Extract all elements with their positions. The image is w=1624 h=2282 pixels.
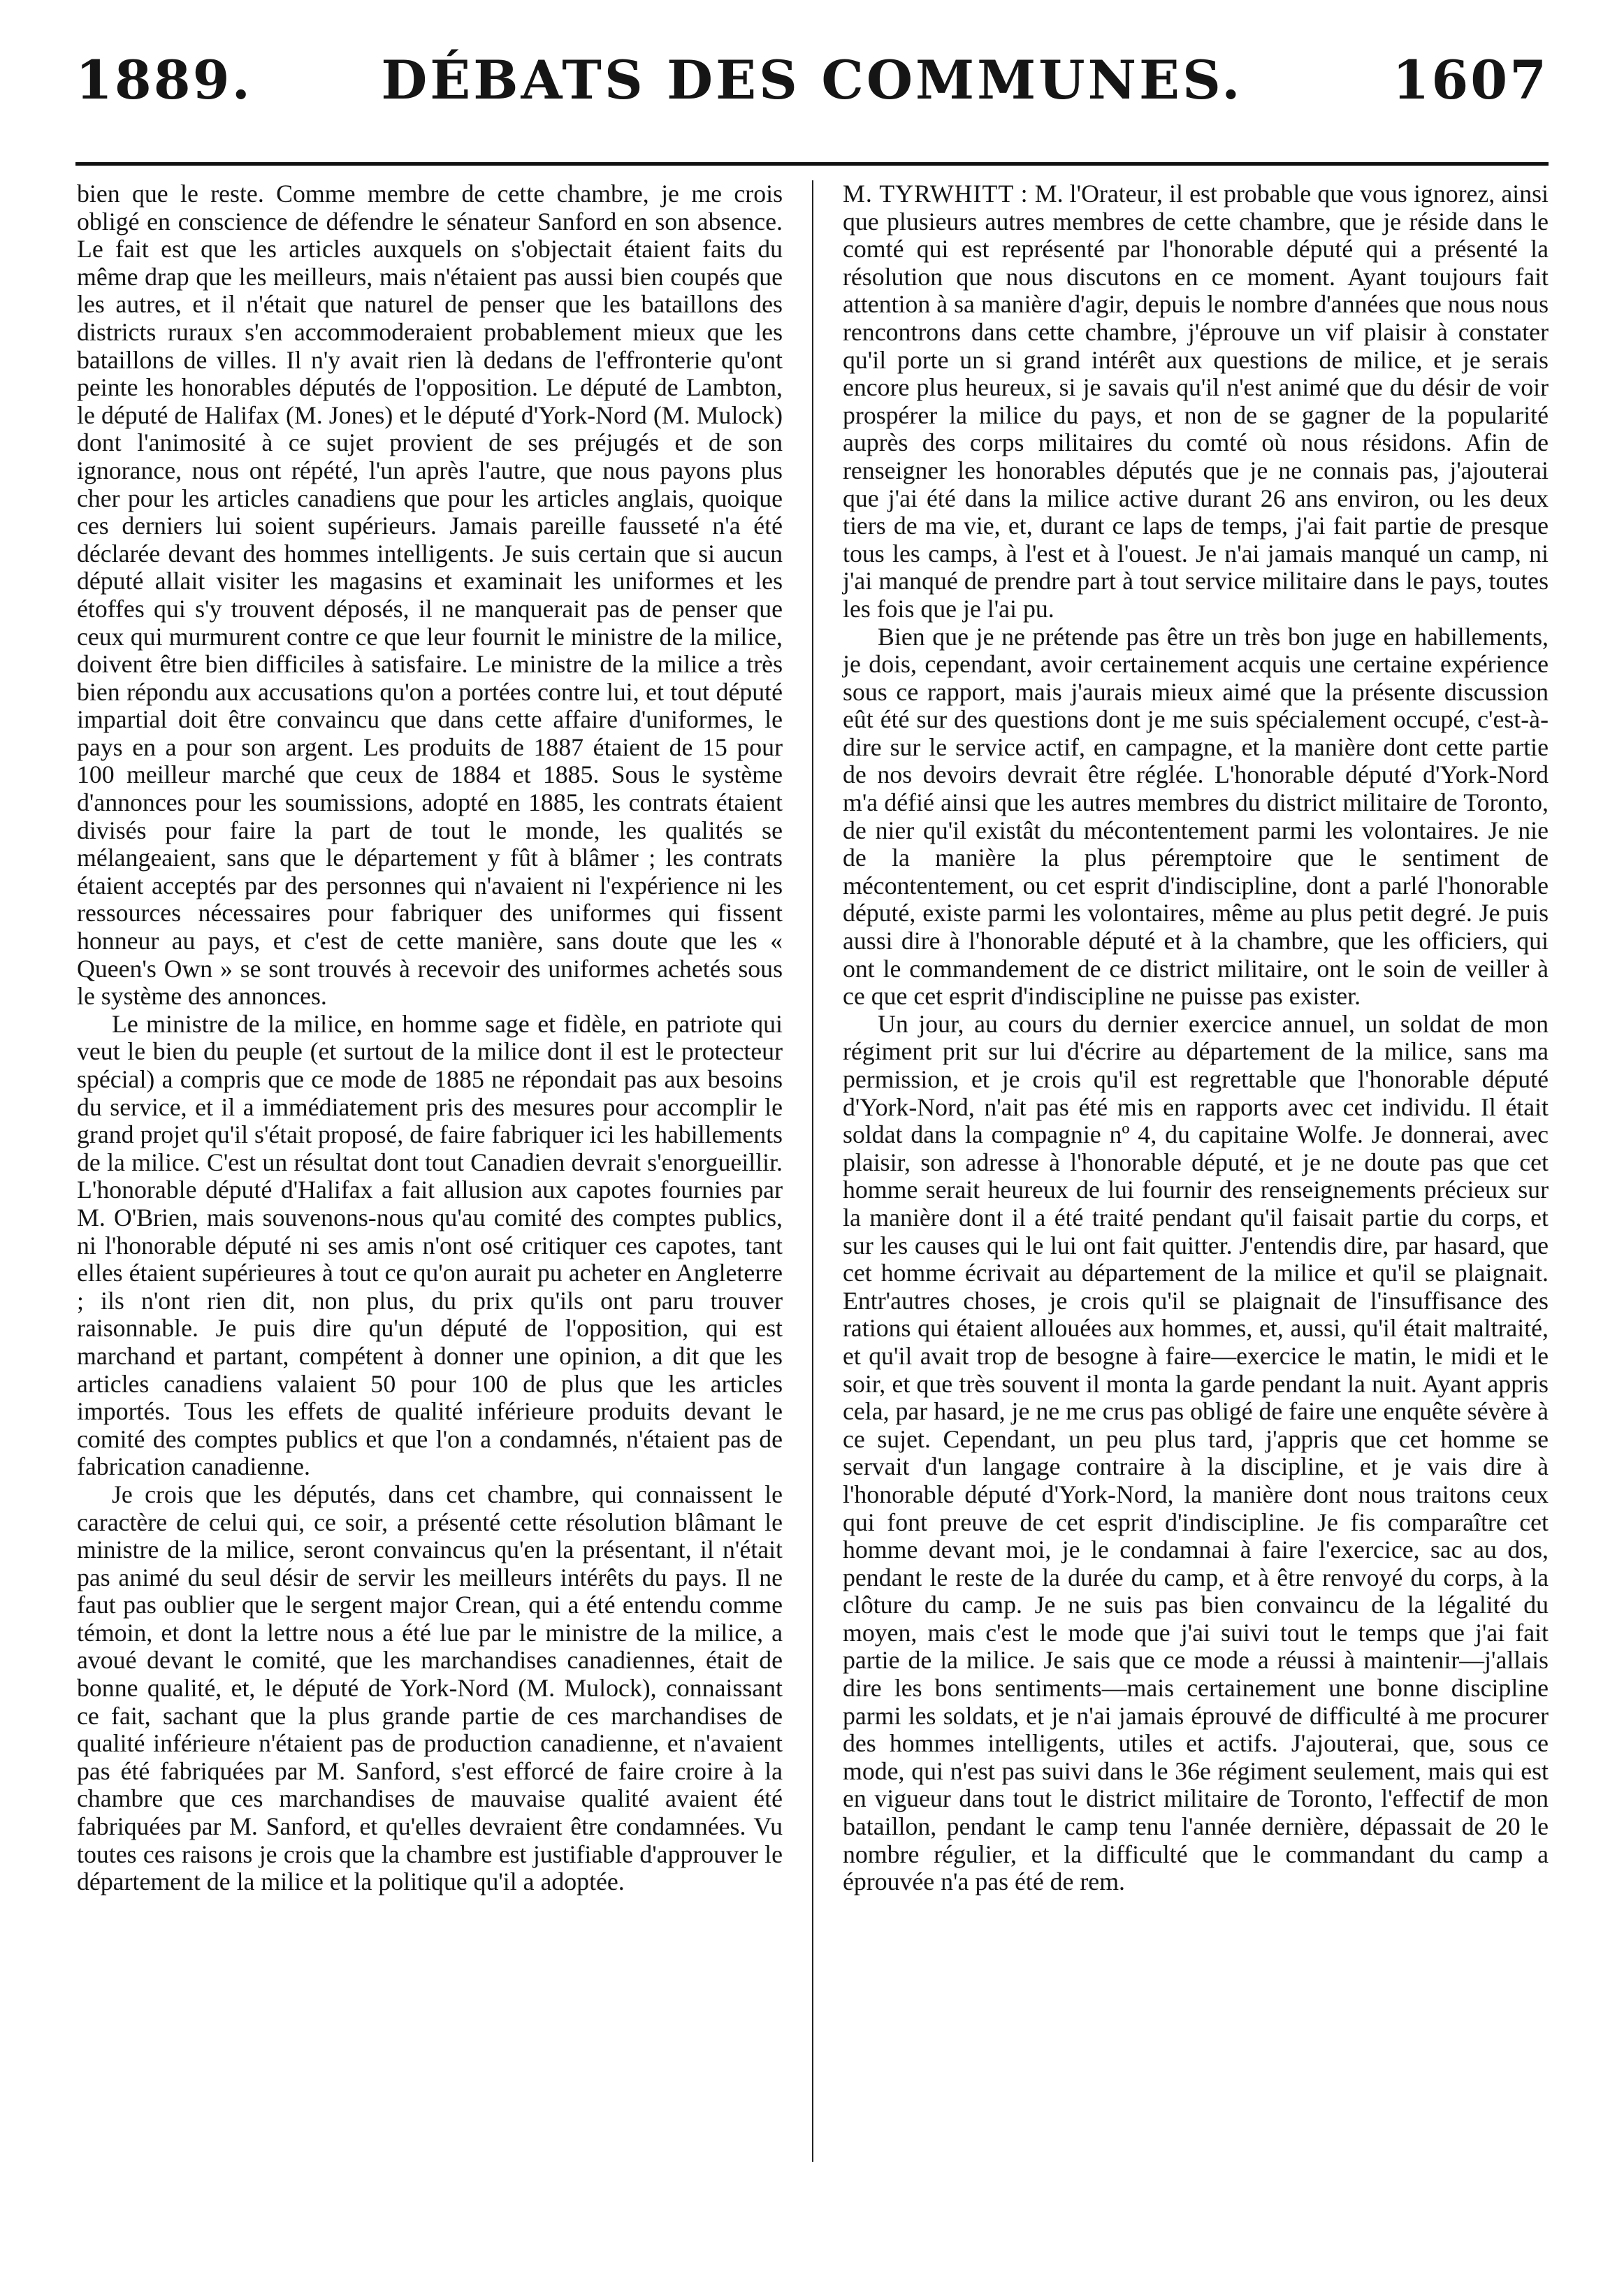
header-title: DÉBATS DES COMMUNES.	[381, 49, 1243, 111]
page-number: 1607	[1392, 49, 1549, 111]
right-paragraph-2: Bien que je ne prétende pas être un très bon juge en habillements, je dois, cependant, avoir certainement acquis une certaine expérience sous ce rapport, mais j'aurais mieux aimé que la présente discussion eût été sur des questions dont je me suis spécialement occupé, c'est-à-dire sur le service actif, en campagne, et la manière dont cette partie de nos devoirs devrait être réglée. L'honorable député d'York-Nord m'a défié ainsi que les autres membres du district militaire de Toronto, de nier qu'il existât du mécontentement parmi les volontaires. Je nie de la manière la plus péremptoire que le sentiment de mécontentement, ou cet esprit d'indiscipline, dont a parlé l'honorable député, existe parmi les volontaires, même au plus petit degré. Je puis aussi dire à l'honorable député et à la chambre, que les officiers, qui ont le commandement de ce district militaire, ont le soin de veiller à ce que cet esprit d'indiscipline ne puisse pas exister.	[843, 622, 1549, 1011]
header-year: 1889.	[75, 49, 252, 111]
left-paragraph-2: Le ministre de la milice, en homme sage et fidèle, en patriote qui veut le bien du peuple (et surtout de la milice dont il est le protecteur spécial) a compris que ce mode de 1885 ne répondait pas aux besoins du service, et il a immédiatement pris des mesures pour accomplir le grand projet qu'il s'était proposé, de faire fabriquer ici les habillements de la milice. C'est un résultat dont tout Canadien devrait s'enorgueillir. L'honorable député d'Halifax a fait allusion aux capotes fournies par M. O'Brien, mais souvenons-nous qu'au comité des comptes publics, ni l'honorable député ni ses amis n'ont osé critiquer ces capotes, tant elles étaient supérieures à tout ce qu'on aurait pu acheter en Angleterre ; ils n'ont rien dit, non plus, du prix qu'ils ont paru trouver raisonnable. Je puis dire qu'un député de l'opposition, qui est marchand et partant, compétent à donner une opinion, a dit que les articles canadiens valaient 50 pour 100 de plus que les articles importés. Tous les effets de qualité inférieure produits devant le comité des comptes publics et que l'on a condamnés, n'étaient pas de fabrication canadienne.	[77, 1009, 783, 1481]
left-paragraph-1: bien que le reste. Comme membre de cette chambre, je me crois obligé en conscience de défendre le sénateur Sanford en son absence. Le fait est que les articles auxquels on s'objectait étaient faits du même drap que les meilleurs, mais n'étaient pas aussi bien coupés que les autres, et il n'était que naturel de penser que les bataillons des districts ruraux s'en accommoderaient probablement mieux que les bataillons de villes. Il n'y avait rien là dedans de l'effronterie qu'ont peinte les honorables députés de l'opposition. Le député de Lambton, le député de Halifax (M. Jones) et le député d'York-Nord (M. Mulock) dont l'animosité à ce sujet provient de ses préjugés et de son ignorance, nous ont répété, l'un après l'autre, que nous payons plus cher pour les articles canadiens que pour les articles anglais, quoique ces derniers lui soient supérieurs. Jamais pareille fausseté n'a été déclarée devant des hommes intelligents. Je suis certain que si aucun député allait visiter les magasins et examinait les uniformes et les étoffes qui s'y trouvent déposés, il ne manquerait pas de penser que ceux qui murmurent contre ce que leur fournit le ministre de la milice, doivent être bien difficiles à satisfaire. Le ministre de la milice a très bien répondu aux accusations qu'on a portées contre lui, et tout député impartial doit être convaincu que dans cette affaire d'uniformes, le pays en a pour son argent. Les produits de 1887 étaient de 15 pour 100 meilleur marché que ceux de 1884 et 1885. Sous le système d'annonces pour les soumissions, adopté en 1885, les contrats étaient divisés pour faire la part de tout le monde, les qualités se mélangeaient, sans que le département y fût à blâmer ; les contrats étaient acceptés par des personnes qui n'avaient ni l'expérience ni les ressources nécessaires pour fabriquer des uniformes qui fissent honneur au pays, et c'est de cette manière, sans doute que les « Queen's Own » se sont trouvés à recevoir des uniformes achetés sous le système des annonces.	[77, 180, 783, 1011]
left-column	[77, 180, 783, 1896]
header-rule	[75, 162, 1549, 166]
page-header	[75, 42, 1549, 119]
column-divider	[812, 180, 813, 2162]
right-paragraph-3: Un jour, au cours du dernier exercice annuel, un soldat de mon régiment prit sur lui d'écrire au département de la milice, sans ma permission, et je crois qu'il est regrettable que l'honorable député d'York-Nord, n'ait pas été mis en rapports avec cet individu. Il était soldat dans la compagnie nº 4, du capitaine Wolfe. Je donnerai, avec plaisir, son adresse à l'honorable député, et je ne doute pas que cet homme serait heureux de lui fournir des renseignements précieux sur la manière dont il a été traité pendant qu'il faisait partie du corps, et sur les causes qui le lui ont fait quitter. J'entendis dire, par hasard, que cet homme écrivait au département de la milice et qu'il se plaignait. Entr'autres choses, je crois qu'il se plaignait de l'insuffisance des rations qui étaient allouées aux hommes, et, aussi, qu'il était maltraité, et qu'il avait trop de besogne à faire—exercice le matin, le midi et le soir, et que très souvent il monta la garde pendant la nuit. Ayant appris cela, par hasard, je ne me crus pas obligé de faire une enquête sévère à ce sujet. Cependant, un peu plus tard, j'appris que cet homme se servait d'un langage contraire à la discipline, et je vais dire à l'honorable député d'York-Nord, la manière dont nous traitons ceux qui font preuve de cet esprit d'indiscipline. Je fis comparaître cet homme devant moi, je le condamnai à faire l'exercice, sac au dos, pendant le reste de la durée du camp, et à être renvoyé du corps, à la clôture du camp. Je ne suis pas bien convaincu de la légalité du moyen, mais c'est le mode que j'ai suivi tout le temps que j'ai fait partie de la milice. Je sais que ce mode a réussi à maintenir—j'allais dire les bons sentiments—mais certainement une bonne discipline parmi les soldats, et je n'ai jamais éprouvé de difficulté à me procurer des hommes intelligents, utiles et actifs. J'ajouterai, que, sous ce mode, qui n'est pas suivi dans le 36e régiment seulement, mais qui est en vigueur dans tout le district militaire de Toronto, l'effectif de mon bataillon, pendant le camp tenu l'année dernière, dépassait de 20 le nombre régulier, et la difficulté que le commandant du camp a éprouvée n'a pas été de rem.	[843, 1009, 1549, 1896]
speaker-name: M. TYRWHITT :	[843, 180, 1029, 208]
left-paragraph-3: Je crois que les députés, dans cet chambre, qui connaissent le caractère de celui qui, ce soir, a présenté cette résolution blâmant le ministre de la milice, seront convaincus qu'en la présentant, il n'était pas animé du seul désir de servir les meilleurs intérêts du pays. Il ne faut pas oublier que le sergent major Crean, qui a été entendu comme témoin, et dont la lettre nous a été lue par le ministre de la milice, a avoué devant le comité, que les marchandises canadiennes, était de bonne qualité, et, le député de York-Nord (M. Mulock), connaissant ce fait, sachant que la plus grande partie de ces marchandises de qualité inférieure n'étaient pas de production canadienne, et n'avaient pas été fabriquées par M. Sanford, s'est efforcé de faire croire à la chambre que ces marchandises de mauvaise qualité avaient été fabriquées par M. Sanford, et qu'elles devraient être condamnées. Vu toutes ces raisons je crois que la chambre est justifiable d'approuver le département de la milice et la politique qu'il a adoptée.	[77, 1480, 783, 1896]
right-paragraph-1-text: M. l'Orateur, il est probable que vous ignorez, ainsi que plusieurs autres membres de cette chambre, que je réside dans le comté qui est représenté par l'honorable député qui a présenté la résolution que nous discutons en ce moment. Ayant toujours fait attention à sa manière d'agir, depuis le nombre d'années que nous nous rencontrons dans cette chambre, j'éprouve un vif plaisir à constater qu'il porte un si grand intérêt aux questions de milice, et je serais encore plus heureux, si je savais qu'il n'est animé que du désir de voir prospérer la milice du pays, et non de se gagner de la popularité auprès des corps militaires du comté où nous résidons. Afin de renseigner les honorables députés que je ne connais pas, j'ajouterai que j'ai été dans la milice active durant 26 ans environ, ou les deux tiers de ma vie, et, durant ce laps de temps, j'ai fait partie de presque tous les camps, à l'est et à l'ouest. Je n'ai jamais manqué un camp, ni j'ai manqué de prendre part à tout service militaire dans le pays, toutes les fois que je l'ai pu.	[843, 180, 1549, 623]
right-column	[843, 180, 1549, 1896]
right-paragraph-1	[843, 180, 1549, 623]
